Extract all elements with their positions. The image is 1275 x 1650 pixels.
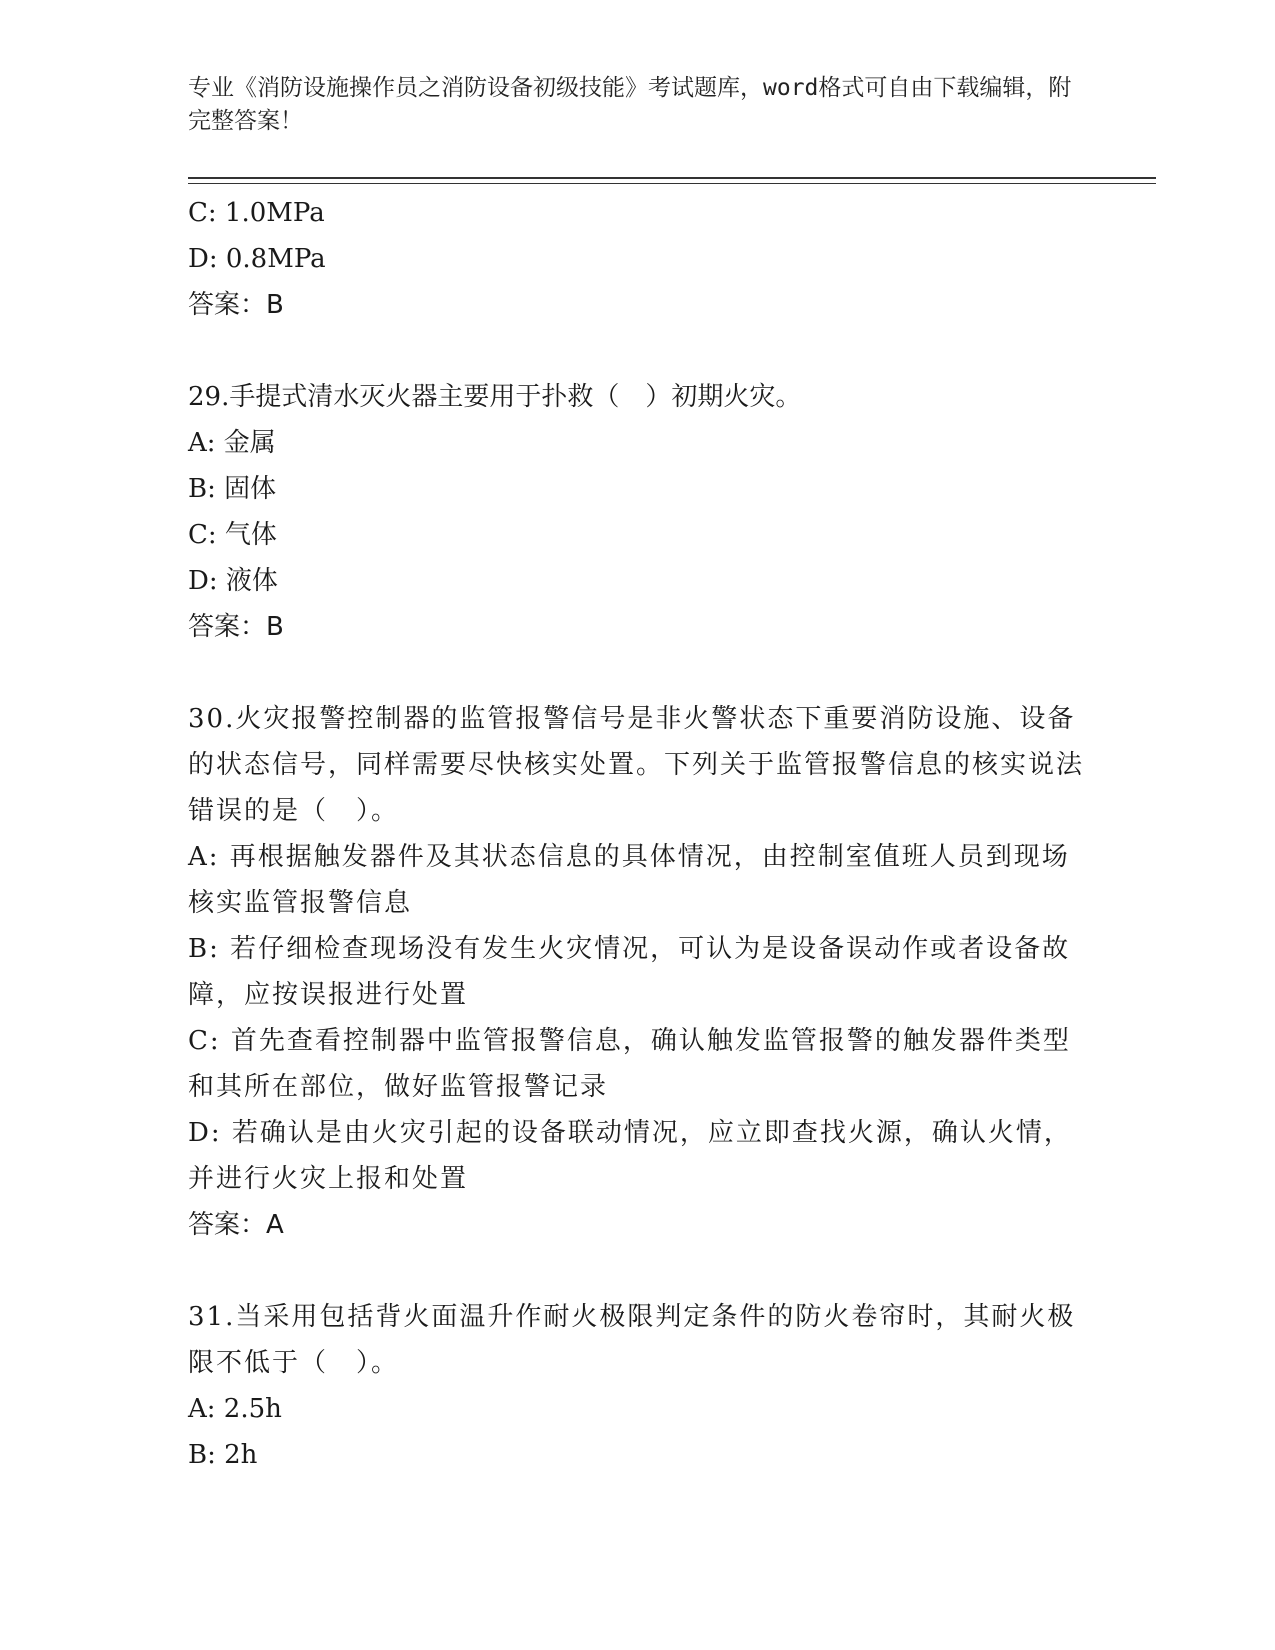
option-c: C: 1.0MPa	[188, 198, 325, 228]
question-31	[188, 1294, 1088, 1478]
question-stem: 29.手提式清水灭火器主要用于扑救（ ）初期火灾。	[188, 382, 802, 412]
option-d: D: 若确认是由火灾引起的设备联动情况，应立即查找火源，确认火情，并进行火灾上报和处置	[188, 1118, 1072, 1194]
answer-line: 答案：A	[188, 1210, 284, 1240]
prev-question-tail	[188, 190, 1088, 328]
page-header: 专业《消防设施操作员之消防设备初级技能》考试题库，word格式可自由下载编辑，附完整答案！	[188, 75, 1072, 134]
option-b: B: 固体	[188, 474, 277, 504]
answer-line: 答案：B	[188, 612, 284, 642]
question-content	[188, 190, 1088, 1478]
question-stem: 31.当采用包括背火面温升作耐火极限判定条件的防火卷帘时，其耐火极限不低于（ ）。	[188, 1302, 1076, 1378]
header-divider-thick	[188, 177, 1156, 179]
option-d: D: 液体	[188, 566, 278, 596]
option-c: C: 气体	[188, 520, 277, 550]
spacer	[188, 650, 1088, 696]
question-stem: 30.火灾报警控制器的监管报警信号是非火警状态下重要消防设施、设备的状态信号，同样需要尽快核实处置。下列关于监管报警信息的核实说法错误的是（ ）。	[188, 704, 1085, 826]
option-a: A: 2.5h	[188, 1394, 282, 1424]
option-c: C: 首先查看控制器中监管报警信息，确认触发监管报警的触发器件类型和其所在部位，做好监管报警记录	[188, 1026, 1071, 1102]
option-a: A: 金属	[188, 428, 276, 458]
spacer	[188, 1248, 1088, 1294]
header-divider-thin	[188, 183, 1156, 184]
option-d: D: 0.8MPa	[188, 244, 326, 274]
option-b: B: 若仔细检查现场没有发生火灾情况，可认为是设备误动作或者设备故障，应按误报进行处置	[188, 934, 1071, 1010]
question-30	[188, 696, 1088, 1248]
spacer	[188, 328, 1088, 374]
question-29	[188, 374, 1088, 650]
option-a: A: 再根据触发器件及其状态信息的具体情况，由控制室值班人员到现场核实监管报警信息	[188, 842, 1070, 918]
option-b: B: 2h	[188, 1440, 258, 1470]
answer-line: 答案：B	[188, 290, 284, 320]
